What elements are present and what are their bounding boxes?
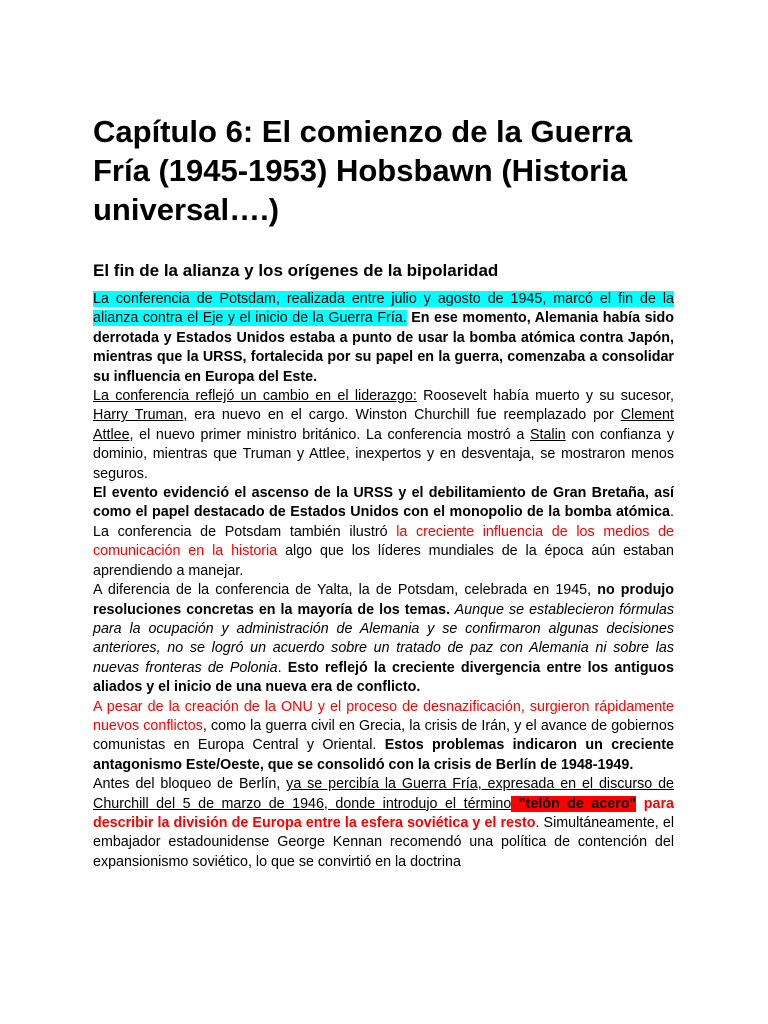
bold-text: Estos problemas indicaron un creciente antagonismo Este/Oeste, que se consolidó con la crisis de Berlín de 1948-1949. [93, 737, 674, 773]
bold-text: no produjo resoluciones concretas en la mayoría de los temas. [93, 582, 675, 618]
highlight-cyan-text: La conferencia de Potsdam, realizada entre julio y agosto de 1945, marcó el fin de la alianza contra el Eje y el inicio de la Guerra Fría. [93, 291, 674, 327]
bold-text: Esto reflejó la creciente divergencia entre los antiguos aliados y el inicio de una nueva era de conflicto. [93, 659, 674, 696]
paragraph-onu [93, 698, 674, 776]
bold-text: El evento evidenció el ascenso de la URSS y el debilitamiento de Gran Bretaña, así como el papel destacado de Estados Unidos con el monopolio de la bomba atómica [93, 485, 674, 521]
red-text: A pesar de la creación de la ONU y el proceso de desnazificación, surgieron rápidamente nuevos conflictos [93, 698, 674, 734]
document-body [93, 290, 674, 872]
underlined-text: La conferencia reflejó un cambio en el liderazgo: [93, 388, 417, 405]
text-run: A diferencia de la conferencia de Yalta, la de Potsdam, celebrada en 1945, [93, 582, 598, 599]
text-run: Roosevelt había muerto y su sucesor, [416, 388, 674, 405]
text-run: . Simultáneamente, el embajador estadounidense George Kennan recomendó una política de contención del expansionismo soviético, lo que se convirtió en la doctrina [93, 814, 674, 870]
text-run: el nuevo primer ministro británico. La conferencia mostró a [133, 426, 530, 443]
bold-text: En ese momento, Alemania había sido derrotada y Estados Unidos estaba a punto de usar la bomba atómica contra Japón, mientras que la URSS, fortalecida por su papel en la guerra, comenzaba a consolidar su influencia en Europa del Este. [93, 310, 674, 385]
italic-text: Aunque se establecieron fórmulas para la ocupación y administración de Alemania y se confirmaron algunas decisiones anteriores, no se logró un acuerdo sobre un tratado de paz con Alemania ni sobre las nuevas fronteras de Polonia [93, 601, 674, 676]
link-harry-truman[interactable]: Harry Truman [93, 407, 184, 424]
text-run: Antes del bloqueo de Berlín, [93, 776, 287, 793]
link-stalin[interactable]: Stalin [529, 426, 566, 443]
text-run: , como la guerra civil en Grecia, la crisis de Irán, y el avance de gobiernos comunistas en Europa Central y Oriental. [93, 717, 674, 754]
text-run: . [277, 659, 288, 676]
highlight-red-text: "telón de acero" [511, 795, 637, 812]
paragraph-leadership [93, 387, 674, 484]
text-run: algo que los líderes mundiales de la época aún estaban aprendiendo a manejar. [93, 543, 674, 579]
text-run: . La conferencia de Potsdam también ilustró [93, 504, 674, 540]
text-run: , era nuevo en el cargo. Winston Churchill fue reemplazado por [183, 407, 621, 424]
red-text: la creciente influencia de los medios de comunicación en la historia [93, 523, 674, 560]
underlined-text: ya se percibía la Guerra Fría, expresada en el discurso de Churchill del 5 de marzo de 1946, donde introdujo el término [93, 776, 675, 812]
section-heading: El fin de la alianza y los orígenes de la bipolaridad [93, 261, 499, 280]
red-bold-text: para describir la división de Europa entre la esfera soviética y el resto [93, 795, 675, 831]
chapter-title: Capítulo 6: El comienzo de la Guerra Fría (1945-1953) Hobsbawn (Historia universal….) [93, 114, 633, 227]
paragraph-urss-rise [93, 484, 674, 581]
link-clement-attlee[interactable]: Clement Attlee, [93, 407, 674, 443]
paragraph-berlin [93, 775, 674, 872]
paragraph-yalta [93, 581, 674, 697]
paragraph-potsdam [93, 290, 674, 387]
text-run: con confianza y dominio, mientras que Truman y Attlee, inexpertos y en desventaja, se mostraron menos seguros. [93, 426, 674, 482]
